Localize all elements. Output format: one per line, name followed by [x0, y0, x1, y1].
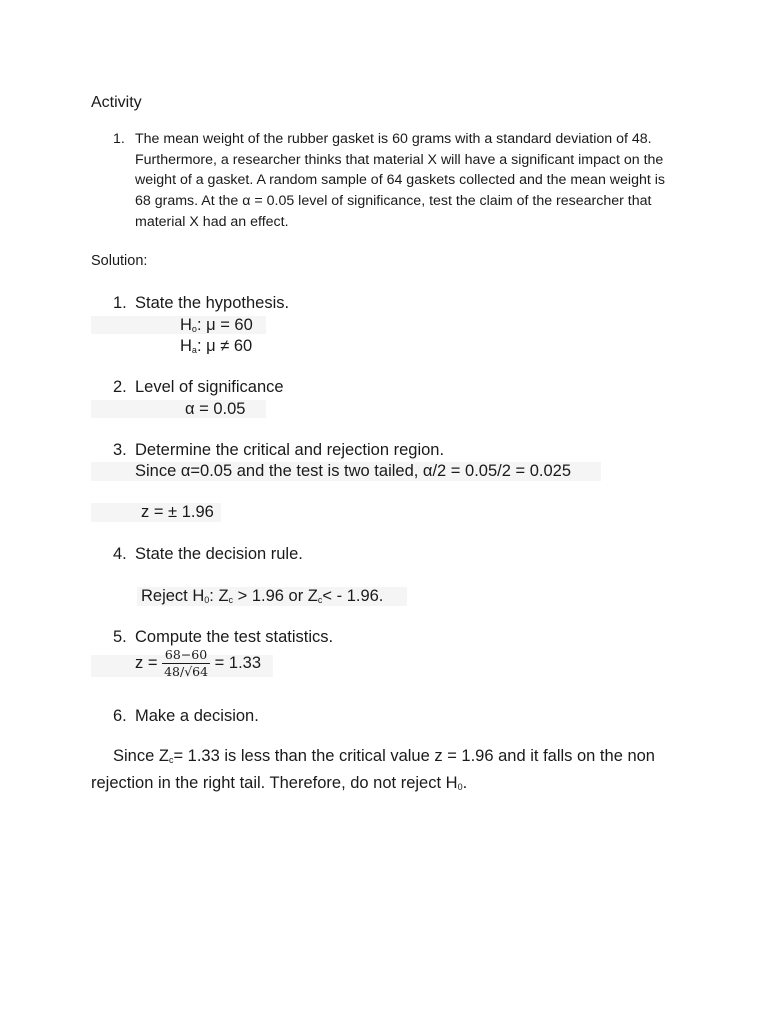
subscript: c	[317, 595, 323, 605]
step-title: State the hypothesis.	[135, 294, 290, 312]
alternative-hypothesis	[180, 337, 252, 356]
page-heading: Activity	[91, 94, 142, 111]
hypothesis-symbol: H	[180, 316, 192, 334]
rule-text: : Z	[209, 587, 229, 605]
hypothesis-symbol: H	[180, 337, 192, 355]
conclusion-text: .	[462, 774, 468, 792]
rule-text: < - 1.96.	[322, 587, 384, 605]
alpha-value: α = 0.05	[185, 400, 246, 418]
formula-lhs: z =	[135, 654, 158, 672]
critical-z-value: z = ± 1.96	[141, 503, 214, 521]
subscript: c	[228, 595, 234, 605]
hypothesis-text: : μ ≠ 60	[196, 337, 253, 355]
solution-label: Solution:	[91, 253, 148, 269]
step-title: Compute the test statistics.	[135, 628, 334, 646]
subscript: c	[168, 755, 174, 765]
step-title: Determine the critical and rejection region.	[135, 441, 445, 459]
rule-text: > 1.96 or Z	[233, 587, 318, 605]
critical-region-text: Since α=0.05 and the test is two tailed, α/2 = 0.05/2 = 0.025	[135, 462, 571, 480]
conclusion-text: Since Z	[113, 747, 169, 765]
step-title: Level of significance	[135, 378, 284, 396]
problem-number: 1.	[113, 131, 125, 147]
step-number: 3.	[113, 441, 127, 459]
decision-rule	[141, 587, 383, 606]
problem-text: The mean weight of the rubber gasket is 60 grams with a standard deviation of 48. Furthermore, a researcher thinks that material X will have a significant impact on the weight of a gasket. A random sample of 64 gaskets collected and the mean weight is 68 grams. At the α = 0.05 level of significance, test the claim of the researcher that material X had an effect.	[135, 131, 665, 230]
step-title: Make a decision.	[135, 707, 259, 725]
conclusion-paragraph	[91, 745, 691, 799]
step-number: 2.	[113, 378, 127, 396]
step-number: 4.	[113, 545, 127, 563]
subscript: o	[191, 324, 197, 334]
step-number: 1.	[113, 294, 127, 312]
test-statistic-formula	[135, 648, 261, 679]
step-number: 6.	[113, 707, 127, 725]
subscript: 0	[204, 595, 210, 605]
fraction-denominator: 48/√64	[164, 664, 209, 679]
subscript: a	[191, 345, 197, 355]
fraction-numerator: 68−60	[162, 648, 210, 664]
step-title: State the decision rule.	[135, 545, 303, 563]
conclusion-text: = 1.33 is less than the critical value z = 1.96 and it falls on the non rejection in the right tail. Therefore, do not reject H	[91, 747, 655, 792]
step-number: 5.	[113, 628, 127, 646]
null-hypothesis	[180, 316, 253, 335]
formula-result: = 1.33	[214, 654, 262, 672]
fraction	[162, 648, 210, 679]
subscript: 0	[457, 782, 463, 792]
rule-text: Reject H	[141, 587, 205, 605]
hypothesis-text: : μ = 60	[196, 316, 253, 334]
